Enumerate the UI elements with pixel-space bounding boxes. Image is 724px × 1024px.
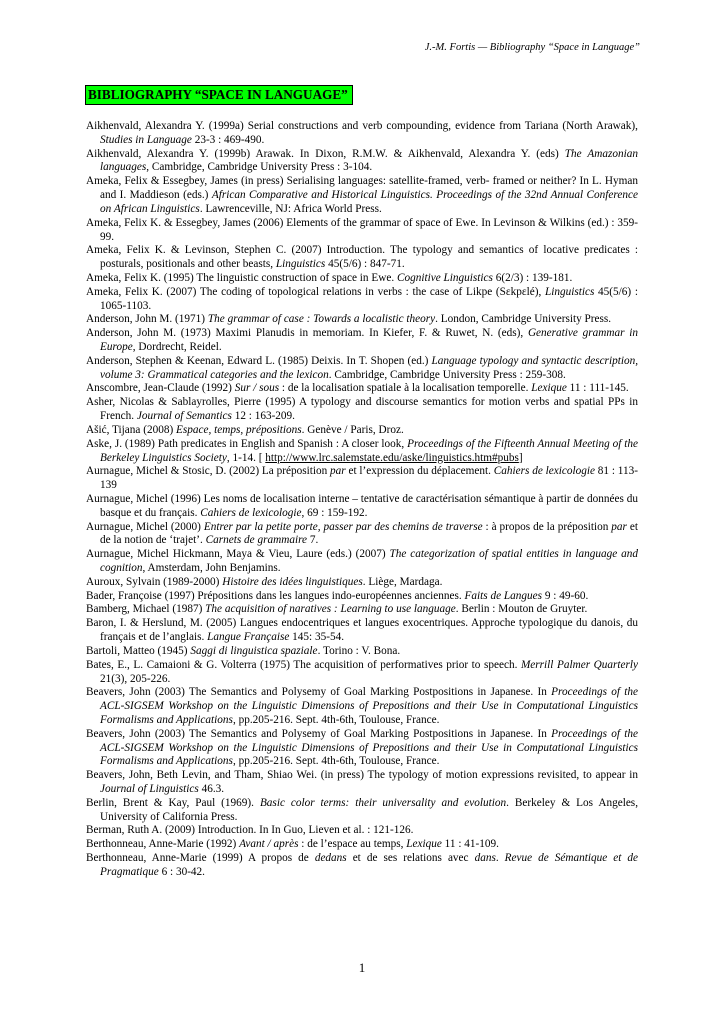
- bibliography-entry: Ameka, Felix K. & Levinson, Stephen C. (2007) Introduction. The typology and semantics of locative predicates : posturals, positionals and other beasts, Linguistics 45(5/6) : 847-71.: [86, 244, 638, 271]
- bibliography-entry: Asher, Nicolas & Sablayrolles, Pierre (1995) A typology and discourse semantics for motion verbs and spatial PPs in French. Journal of Semantics 12 : 163-209.: [86, 396, 638, 423]
- bibliography-entry: Beavers, John (2003) The Semantics and Polysemy of Goal Marking Postpositions in Japanese. In Proceedings of the ACL-SIGSEM Workshop on the Linguistic Dimensions of Prepositions and their Use in Computational Linguistics Formalisms and Applications, pp.205-216. Sept. 4th-6th, Toulouse, France.: [86, 727, 639, 768]
- bibliography-entry: Aurnague, Michel & Stosic, D. (2002) La préposition par et l’expression du déplacement. Cahiers de lexicologie 81 : 113-139: [86, 465, 639, 492]
- bibliography-entry: Anderson, John M. (1971) The grammar of case : Towards a localistic theory. London, Cambridge University Press.: [86, 313, 612, 326]
- bibliography-entry: Aurnague, Michel Hickmann, Maya & Vieu, Laure (eds.) (2007) The categorization of spatial entities in language and cognition, Amsterdam, John Benjamins.: [86, 548, 638, 574]
- bibliography-entry: Bates, E., L. Camaioni & G. Volterra (1975) The acquisition of performatives prior to speech. Merrill Palmer Quarterly 21(3), 205-226.: [86, 658, 639, 685]
- page-title: BIBLIOGRAPHY “SPACE IN LANGUAGE”: [85, 85, 353, 105]
- running-head: J.-M. Fortis — Bibliography “Space in Language”: [424, 42, 640, 53]
- bibliography-entry: Bamberg, Michael (1987) The acquisition of naratives : Learning to use language. Berlin : Mouton de Gruyter.: [86, 603, 588, 616]
- bibliography-entry: Beavers, John, Beth Levin, and Tham, Shiao Wei. (in press) The typology of motion expressions revisited, to appear in Journal of Linguistics 46.3.: [86, 769, 638, 795]
- bibliography-list: [86, 120, 638, 880]
- page-number: 1: [358, 960, 366, 975]
- bibliography-entry: Beavers, John (2003) The Semantics and Polysemy of Goal Marking Postpositions in Japanese. In Proceedings of the ACL-SIGSEM Workshop on the Linguistic Dimensions of Prepositions and their Use in Computational Linguistics Formalisms and Applications, pp.205-216. Sept. 4th-6th, Toulouse, France.: [86, 686, 639, 726]
- bibliography-entry: Aurnague, Michel (1996) Les noms de localisation interne – tentative de caractérisation sémantique à partir de données du basque et du français. Cahiers de lexicologie, 69 : 159-192.: [86, 492, 638, 519]
- bibliography-entry: Ameka, Felix K. (2007) The coding of topological relations in verbs : the case of Likpe (Sɛkpɛlé), Linguistics 45(5/6) : 1065-1103.: [86, 285, 638, 312]
- bibliography-entry: Ameka, Felix K. & Essegbey, James (2006) Elements of the grammar of space of Ewe. In Levinson & Wilkins (ed.) : 359-99.: [86, 216, 638, 243]
- bibliography-entry: Berthonneau, Anne-Marie (1999) A propos de dedans et de ses relations avec dans. Revue de Sémantique et de Pragmatique 6 : 30-42.: [86, 852, 638, 878]
- bibliography-entry: Baron, I. & Herslund, M. (2005) Langues endocentriques et langues exocentriques. Approche typologique du danois, du français et de l’anglais. Langue Française 145: 35-54.: [86, 617, 638, 644]
- bibliography-entry: Ašić, Tijana (2008) Espace, temps, prépositions. Genève / Paris, Droz.: [86, 423, 404, 436]
- bibliography-entry: Aikhenvald, Alexandra Y. (1999a) Serial constructions and verb compounding, evidence from Tariana (North Arawak), Studies in Language 23-3 : 469-490.: [86, 120, 638, 146]
- bibliography-entry: Aurnague, Michel (2000) Entrer par la petite porte, passer par des chemins de traverse : à propos de la préposition par et de la notion de ‘trajet’. Carnets de grammaire 7.: [86, 520, 639, 547]
- bibliography-entry: Berthonneau, Anne-Marie (1992) Avant / après : de l’espace au temps, Lexique 11 : 41-109.: [86, 838, 499, 851]
- bibliography-entry: Anderson, John M. (1973) Maximi Planudis in memoriam. In Kiefer, F. & Ruwet, N. (eds), Generative grammar in Europe, Dordrecht, Reidel.: [86, 327, 638, 353]
- bibliography-entry: Aikhenvald, Alexandra Y. (1999b) Arawak. In Dixon, R.M.W. & Aikhenvald, Alexandra Y. (eds) The Amazonian languages, Cambridge, Cambridge University Press : 3-104.: [86, 147, 639, 174]
- bibliography-entry: Berman, Ruth A. (2009) Introduction. In In Guo, Lieven et al. : 121-126.: [86, 824, 414, 837]
- bibliography-entry: Bartoli, Matteo (1945) Saggi di linguistica spaziale. Torino : V. Bona.: [86, 644, 401, 657]
- bibliography-entry: Ameka, Felix K. (1995) The linguistic construction of space in Ewe. Cognitive Linguistics 6(2/3) : 139-181.: [86, 271, 573, 284]
- bibliography-entry: Auroux, Sylvain (1989-2000) Histoire des idées linguistiques. Liège, Mardaga.: [86, 575, 443, 588]
- bibliography-entry: Bader, Françoise (1997) Prépositions dans les langues indo-européennes anciennes. Faits de Langues 9 : 49-60.: [86, 589, 589, 602]
- bibliography-entry: Aske, J. (1989) Path predicates in English and Spanish : A closer look, Proceedings of the Fifteenth Annual Meeting of the Berkeley Linguistics Society, 1-14. [ http://www.lrc.salemstate.edu/aske/linguistics.htm#pubs]: [86, 437, 638, 464]
- bibliography-entry: Anderson, Stephen & Keenan, Edward L. (1985) Deixis. In T. Shopen (ed.) Language typology and syntactic description, volume 3: Grammatical categories and the lexicon. Cambridge, Cambridge University Press : 259-308.: [86, 354, 639, 381]
- bibliography-entry: Ameka, Felix & Essegbey, James (in press) Serialising languages: satellite-framed, verb- framed or neither? In L. Hyman and I. Maddieson (eds.) African Comparative and Historical Linguistics. Proceedings of the 32nd Annual Conference on African Linguistics. Lawrenceville, NJ: Africa World Press.: [86, 175, 638, 215]
- bibliography-entry: Anscombre, Jean-Claude (1992) Sur / sous : de la localisation spatiale à la localisation temporelle. Lexique 11 : 111-145.: [86, 382, 629, 395]
- bibliography-entry: Berlin, Brent & Kay, Paul (1969). Basic color terms: their universality and evolution. Berkeley & Los Angeles, University of California Press.: [86, 796, 639, 823]
